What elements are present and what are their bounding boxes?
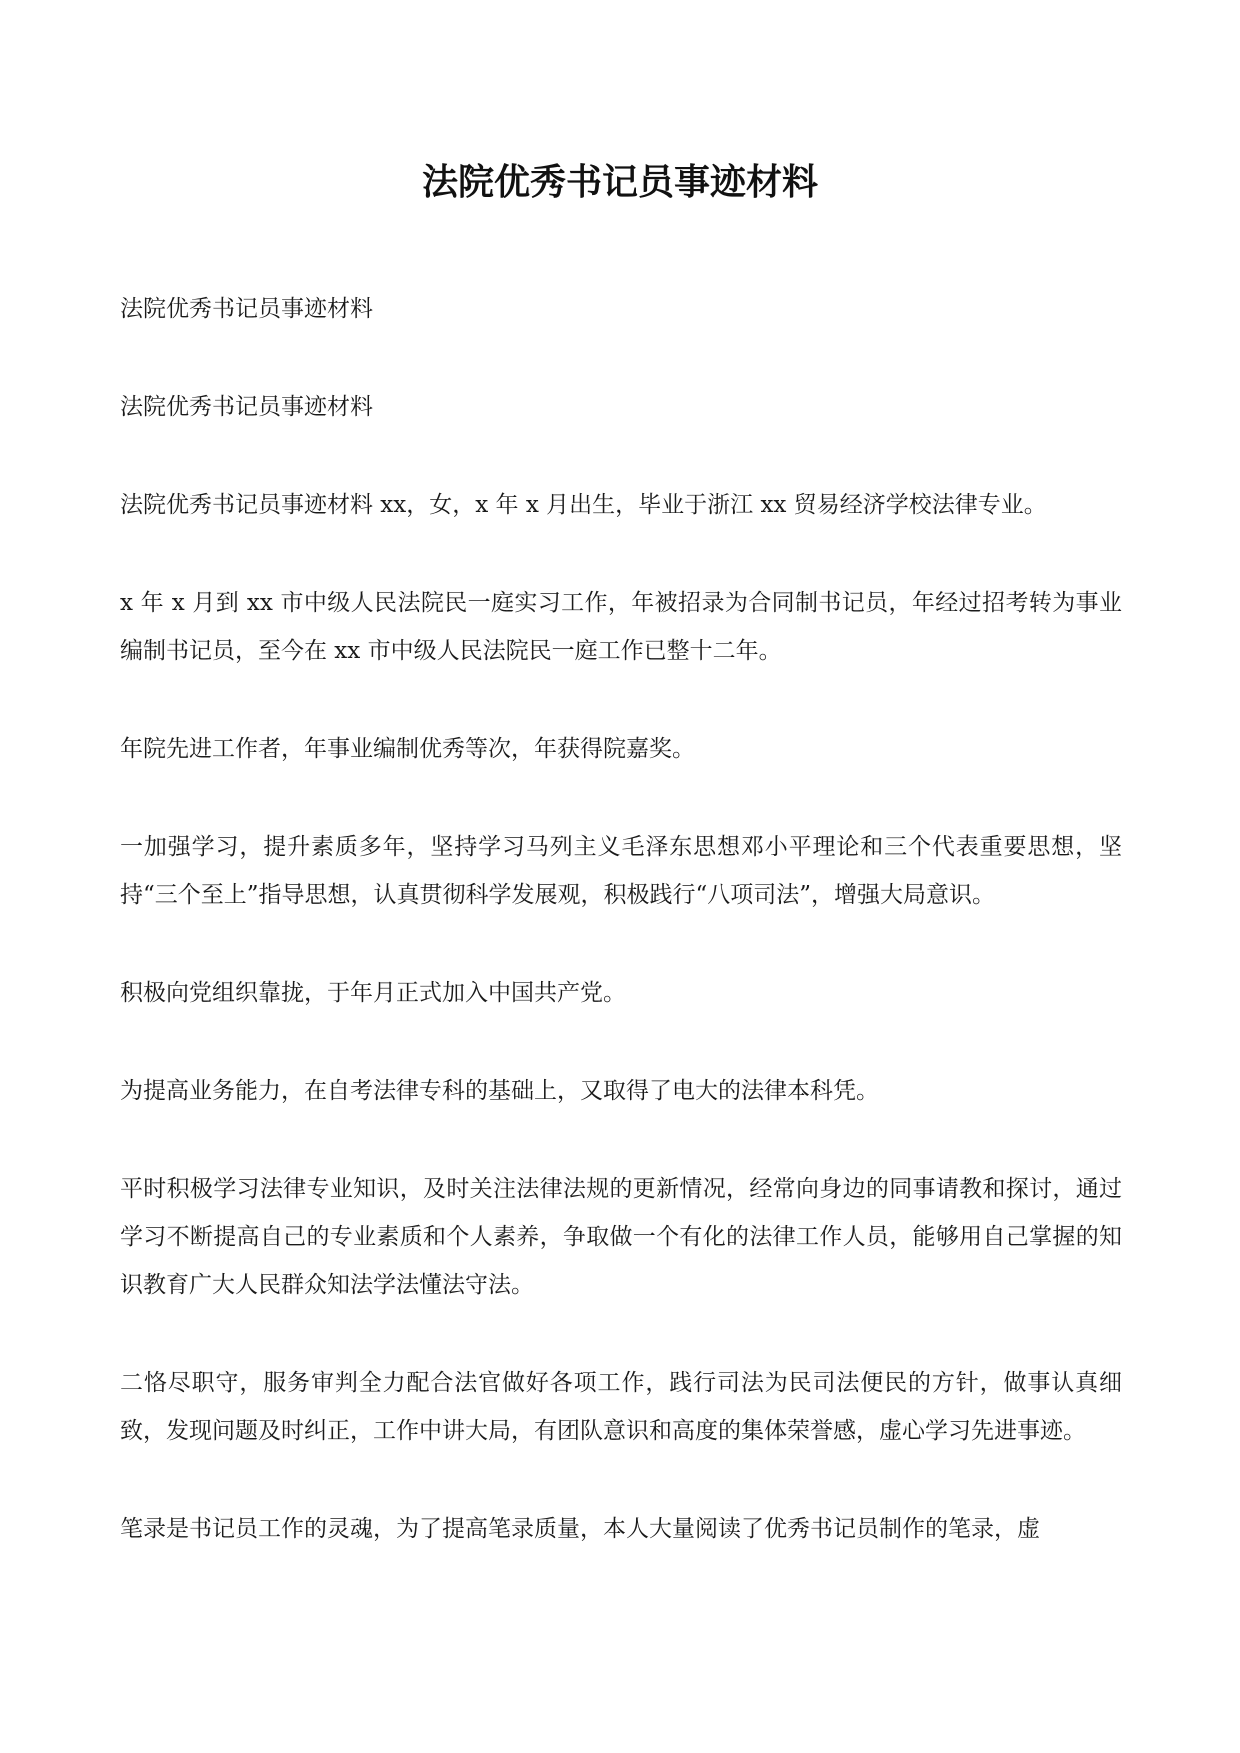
paragraph: 一加强学习，提升素质多年，坚持学习马列主义毛泽东思想邓小平理论和三个代表重要思想，坚持“三个至上”指导思想，认真贯彻科学发展观，积极践行“八项司法”，增强大局意识。 <box>120 834 1122 908</box>
paragraph: 二恪尽职守，服务审判全力配合法官做好各项工作，践行司法为民司法便民的方针，做事认真细致，发现问题及时纠正，工作中讲大局，有团队意识和高度的集体荣誉感，虚心学习先进事迹。 <box>120 1370 1122 1444</box>
document-title: 法院优秀书记员事迹材料 <box>421 161 818 203</box>
paragraph: 年院先进工作者，年事业编制优秀等次，年获得院嘉奖。 <box>120 736 695 762</box>
paragraph: 法院优秀书记员事迹材料 <box>120 394 373 420</box>
paragraph: 平时积极学习法律专业知识，及时关注法律法规的更新情况，经常向身边的同事请教和探讨，通过学习不断提高自己的专业素质和个人素养，争取做一个有化的法律工作人员，能够用自己掌握的知识教育广大人民群众知法学法懂法守法。 <box>120 1176 1122 1298</box>
paragraph: 为提高业务能力，在自考法律专科的基础上，又取得了电大的法律本科凭。 <box>120 1078 879 1104</box>
document-body <box>120 285 1122 1603</box>
paragraph: 笔录是书记员工作的灵魂，为了提高笔录质量，本人大量阅读了优秀书记员制作的笔录，虚 <box>120 1516 1040 1542</box>
paragraph: 法院优秀书记员事迹材料 xx，女，x 年 x 月出生，毕业于浙江 xx 贸易经济学校法律专业。 <box>120 492 1047 518</box>
paragraph: 法院优秀书记员事迹材料 <box>120 296 373 322</box>
paragraph: 积极向党组织靠拢，于年月正式加入中国共产党。 <box>120 980 626 1006</box>
paragraph: x 年 x 月到 xx 市中级人民法院民一庭实习工作，年被招录为合同制书记员，年经过招考转为事业编制书记员，至今在 xx 市中级人民法院民一庭工作已整十二年。 <box>120 590 1122 664</box>
